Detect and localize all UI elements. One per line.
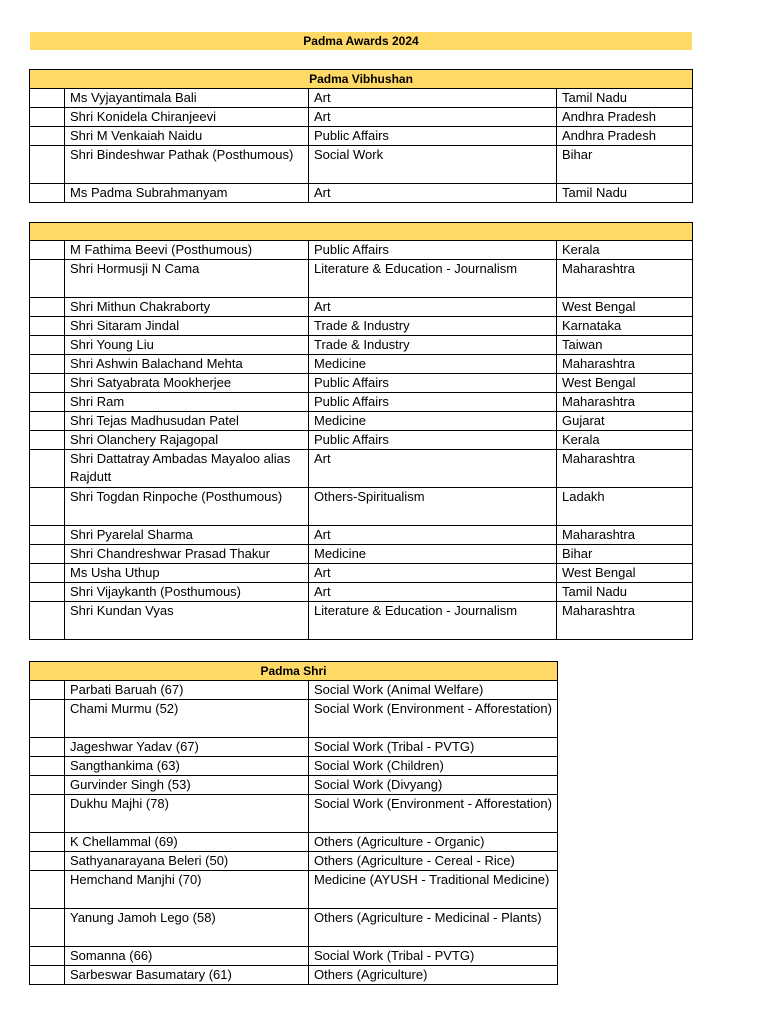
row-index-cell — [30, 336, 65, 355]
name-cell: Shri Ashwin Balachand Mehta — [65, 355, 309, 374]
table-row — [30, 947, 558, 966]
name-cell: Sarbeswar Basumatary (61) — [65, 966, 309, 985]
row-index-cell — [30, 450, 65, 488]
row-index-cell — [30, 545, 65, 564]
name-cell: Ms Padma Subrahmanyam — [65, 184, 309, 203]
name-cell: Shri Vijaykanth (Posthumous) — [65, 583, 309, 602]
field-cell: Art — [309, 526, 557, 545]
name-cell: Somanna (66) — [65, 947, 309, 966]
table-row — [30, 241, 693, 260]
name-cell: Parbati Baruah (67) — [65, 681, 309, 700]
name-cell: M Fathima Beevi (Posthumous) — [65, 241, 309, 260]
table-row — [30, 298, 693, 317]
table-row — [30, 355, 693, 374]
name-cell: Shri Mithun Chakraborty — [65, 298, 309, 317]
row-index-cell — [30, 412, 65, 431]
row-index-cell — [30, 89, 65, 108]
state-cell: Taiwan — [557, 336, 693, 355]
row-index-cell — [30, 757, 65, 776]
name-cell: Sathyanarayana Beleri (50) — [65, 852, 309, 871]
state-cell: Andhra Pradesh — [557, 127, 693, 146]
table-row — [30, 738, 558, 757]
row-index-cell — [30, 795, 65, 833]
name-cell: Shri Chandreshwar Prasad Thakur — [65, 545, 309, 564]
name-cell: Shri Young Liu — [65, 336, 309, 355]
table-row — [30, 374, 693, 393]
table-row — [30, 336, 693, 355]
name-cell: Shri Tejas Madhusudan Patel — [65, 412, 309, 431]
field-cell: Others (Agriculture) — [309, 966, 558, 985]
name-cell: Shri Pyarelal Sharma — [65, 526, 309, 545]
table-row — [30, 431, 693, 450]
name-cell: Dukhu Majhi (78) — [65, 795, 309, 833]
name-cell: Jageshwar Yadav (67) — [65, 738, 309, 757]
table-row — [30, 681, 558, 700]
row-index-cell — [30, 909, 65, 947]
state-cell: Ladakh — [557, 488, 693, 526]
name-cell: Yanung Jamoh Lego (58) — [65, 909, 309, 947]
row-index-cell — [30, 241, 65, 260]
table-row — [30, 757, 558, 776]
state-cell: Maharashtra — [557, 602, 693, 640]
state-cell: Kerala — [557, 241, 693, 260]
table-row — [30, 127, 693, 146]
field-cell: Art — [309, 583, 557, 602]
table-row — [30, 146, 693, 184]
padma-vibhushan-heading: Padma Vibhushan — [30, 70, 693, 89]
field-cell: Social Work (Tribal - PVTG) — [309, 738, 558, 757]
row-index-cell — [30, 355, 65, 374]
table-row — [30, 317, 693, 336]
field-cell: Art — [309, 450, 557, 488]
state-cell: West Bengal — [557, 374, 693, 393]
table-row — [30, 583, 693, 602]
field-cell: Others-Spiritualism — [309, 488, 557, 526]
padma-bhushan-table — [29, 222, 693, 640]
row-index-cell — [30, 833, 65, 852]
state-cell: Bihar — [557, 545, 693, 564]
table-row — [30, 393, 693, 412]
row-index-cell — [30, 108, 65, 127]
state-cell: Maharashtra — [557, 260, 693, 298]
state-cell: Tamil Nadu — [557, 184, 693, 203]
field-cell: Art — [309, 108, 557, 127]
field-cell: Trade & Industry — [309, 317, 557, 336]
field-cell: Social Work (Tribal - PVTG) — [309, 947, 558, 966]
row-index-cell — [30, 681, 65, 700]
row-index-cell — [30, 431, 65, 450]
field-cell: Public Affairs — [309, 374, 557, 393]
field-cell: Public Affairs — [309, 127, 557, 146]
padma-shri-heading: Padma Shri — [30, 662, 558, 681]
name-cell: Shri Sitaram Jindal — [65, 317, 309, 336]
name-cell: Shri Bindeshwar Pathak (Posthumous) — [65, 146, 309, 184]
row-index-cell — [30, 526, 65, 545]
name-cell: Gurvinder Singh (53) — [65, 776, 309, 795]
field-cell: Public Affairs — [309, 431, 557, 450]
table-row — [30, 184, 693, 203]
field-cell: Trade & Industry — [309, 336, 557, 355]
table-row — [30, 776, 558, 795]
table-row — [30, 871, 558, 909]
row-index-cell — [30, 260, 65, 298]
state-cell: Maharashtra — [557, 450, 693, 488]
table-row — [30, 795, 558, 833]
table-row — [30, 700, 558, 738]
state-cell: Tamil Nadu — [557, 583, 693, 602]
padma-vibhushan-table — [29, 69, 693, 203]
name-cell: Shri Satyabrata Mookherjee — [65, 374, 309, 393]
state-cell: Tamil Nadu — [557, 89, 693, 108]
name-cell: Shri M Venkaiah Naidu — [65, 127, 309, 146]
row-index-cell — [30, 184, 65, 203]
name-cell: Ms Usha Uthup — [65, 564, 309, 583]
row-index-cell — [30, 966, 65, 985]
field-cell: Others (Agriculture - Cereal - Rice) — [309, 852, 558, 871]
table-row — [30, 602, 693, 640]
padma-bhushan-heading — [30, 223, 693, 241]
name-cell: Shri Konidela Chiranjeevi — [65, 108, 309, 127]
field-cell: Others (Agriculture - Medicinal - Plants) — [309, 909, 558, 947]
row-index-cell — [30, 583, 65, 602]
table-row — [30, 564, 693, 583]
field-cell: Social Work (Animal Welfare) — [309, 681, 558, 700]
field-cell: Public Affairs — [309, 393, 557, 412]
name-cell: Shri Dattatray Ambadas Mayaloo alias Rajdutt — [65, 450, 309, 488]
row-index-cell — [30, 317, 65, 336]
row-index-cell — [30, 776, 65, 795]
row-index-cell — [30, 127, 65, 146]
table-row — [30, 412, 693, 431]
row-index-cell — [30, 700, 65, 738]
table-row — [30, 545, 693, 564]
state-cell: Maharashtra — [557, 393, 693, 412]
state-cell: West Bengal — [557, 298, 693, 317]
name-cell: Shri Hormusji N Cama — [65, 260, 309, 298]
field-cell: Art — [309, 184, 557, 203]
field-cell: Medicine — [309, 412, 557, 431]
table-row — [30, 909, 558, 947]
state-cell: Maharashtra — [557, 526, 693, 545]
table-row — [30, 108, 693, 127]
field-cell: Art — [309, 564, 557, 583]
name-cell: Chami Murmu (52) — [65, 700, 309, 738]
field-cell: Literature & Education - Journalism — [309, 260, 557, 298]
name-cell: Hemchand Manjhi (70) — [65, 871, 309, 909]
state-cell: Andhra Pradesh — [557, 108, 693, 127]
row-index-cell — [30, 298, 65, 317]
field-cell: Social Work (Divyang) — [309, 776, 558, 795]
table-row — [30, 833, 558, 852]
name-cell: Sangthankima (63) — [65, 757, 309, 776]
state-cell: Bihar — [557, 146, 693, 184]
row-index-cell — [30, 146, 65, 184]
name-cell: Shri Togdan Rinpoche (Posthumous) — [65, 488, 309, 526]
name-cell: Shri Kundan Vyas — [65, 602, 309, 640]
field-cell: Literature & Education - Journalism — [309, 602, 557, 640]
field-cell: Public Affairs — [309, 241, 557, 260]
field-cell: Medicine — [309, 355, 557, 374]
row-index-cell — [30, 374, 65, 393]
state-cell: Karnataka — [557, 317, 693, 336]
table-row — [30, 450, 693, 488]
table-row — [30, 89, 693, 108]
state-cell: Maharashtra — [557, 355, 693, 374]
field-cell: Social Work — [309, 146, 557, 184]
field-cell: Art — [309, 298, 557, 317]
row-index-cell — [30, 564, 65, 583]
field-cell: Art — [309, 89, 557, 108]
field-cell: Social Work (Children) — [309, 757, 558, 776]
field-cell: Social Work (Environment - Afforestation) — [309, 795, 558, 833]
name-cell: Shri Olanchery Rajagopal — [65, 431, 309, 450]
table-row — [30, 852, 558, 871]
row-index-cell — [30, 852, 65, 871]
row-index-cell — [30, 602, 65, 640]
row-index-cell — [30, 393, 65, 412]
state-cell: West Bengal — [557, 564, 693, 583]
table-row — [30, 488, 693, 526]
table-row — [30, 260, 693, 298]
field-cell: Medicine (AYUSH - Traditional Medicine) — [309, 871, 558, 909]
name-cell: Ms Vyjayantimala Bali — [65, 89, 309, 108]
field-cell: Others (Agriculture - Organic) — [309, 833, 558, 852]
field-cell: Medicine — [309, 545, 557, 564]
table-row — [30, 526, 693, 545]
name-cell: Shri Ram — [65, 393, 309, 412]
name-cell: K Chellammal (69) — [65, 833, 309, 852]
state-cell: Gujarat — [557, 412, 693, 431]
row-index-cell — [30, 871, 65, 909]
field-cell: Social Work (Environment - Afforestation) — [309, 700, 558, 738]
row-index-cell — [30, 488, 65, 526]
row-index-cell — [30, 738, 65, 757]
padma-shri-table — [29, 661, 558, 985]
page-title: Padma Awards 2024 — [30, 32, 692, 50]
table-row — [30, 966, 558, 985]
row-index-cell — [30, 947, 65, 966]
state-cell: Kerala — [557, 431, 693, 450]
